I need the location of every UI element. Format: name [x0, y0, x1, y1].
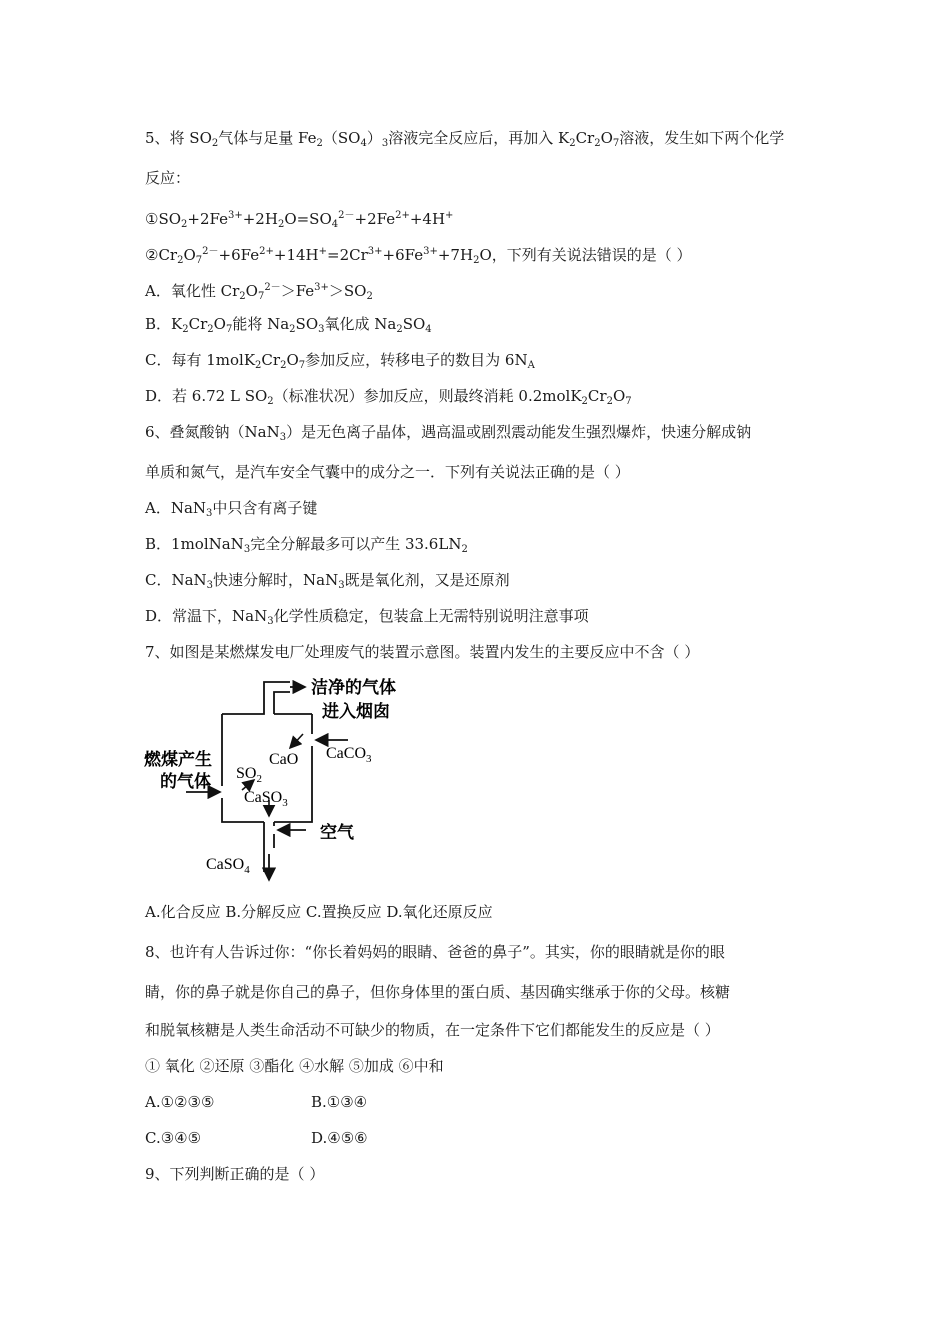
q9-stem: 9、下列判断正确的是（ ） [145, 1165, 325, 1183]
q8-stem-line1: 8、也许有人告诉过你：“你长着妈妈的眼睛、爸爸的鼻子”。其实，你的眼睛就是你的眼 [145, 943, 725, 961]
q5-option-d: D．若 6.72 L $SO_2$（标准状况）参加反应，则最终消耗 $0.2molK_2Cr_2O_7$ [145, 387, 632, 407]
q6-option-b: B．1molNaN$_3$完全分解最多可以产生 $33.6LN_2$ [145, 535, 468, 555]
q8-choices: ① 氧化 ②还原 ③酯化 ④水解 ⑤加成 ⑥中和 [145, 1057, 444, 1075]
q5-equation-2: $②Cr_2O_7^{2-}+6Fe^{2+}+14H^+=2Cr^{3+}+6Fe^{3+}+7H_2O$，下列有关说法错误的是（ ） [145, 246, 692, 266]
q5-stem-line2: 反应： [145, 169, 191, 187]
caso3-label: CaSO$_3$ [244, 789, 288, 809]
cao-label: CaO [269, 751, 299, 768]
q5-stem-line1: 5、将 $SO_2$气体与足量 $Fe_2(SO_4)_3$溶液完全反应后，再加入 $K_2Cr_2O_7$溶液，发生如下两个化学 [145, 129, 785, 149]
coal-gas-label-2: 的气体 [160, 772, 211, 792]
coal-gas-label-1: 燃煤产生 [144, 750, 212, 770]
cao-arrow [290, 734, 303, 748]
q8-stem-line2: 睛，你的鼻子就是你自己的鼻子，但你身体里的蛋白质、基因确实继承于你的父母。核糖 [145, 983, 731, 1001]
q8-option-d: D.④⑤⑥ [311, 1129, 368, 1147]
q7-options: A.化合反应 B.分解反应 C.置换反应 D.氧化还原反应 [145, 903, 493, 921]
q6-stem-line2: 单质和氮气，是汽车安全气囊中的成分之一．下列有关说法正确的是（ ） [145, 463, 630, 481]
caco3-label: CaCO$_3$ [326, 745, 372, 765]
q6-option-a: A．NaN$_3$中只含有离子键 [145, 499, 318, 519]
flue-gas-treatment-diagram [140, 676, 420, 886]
q6-option-c: C．NaN$_3$快速分解时，NaN$_3$既是氧化剂，又是还原剂 [145, 571, 510, 591]
q8-option-c: C.③④⑤ [145, 1129, 202, 1147]
q6-option-d: D．常温下，NaN$_3$化学性质稳定，包装盒上无需特别说明注意事项 [145, 607, 589, 627]
q8-stem-line3: 和脱氧核糖是人类生命活动不可缺少的物质，在一定条件下它们都能发生的反应是（ ） [145, 1021, 720, 1039]
q8-option-b: B.①③④ [311, 1093, 368, 1111]
q7-stem: 7、如图是某燃煤发电厂处理废气的装置示意图。装置内发生的主要反应中不含（ ） [145, 643, 700, 661]
so2-label: $SO_2$ [236, 765, 262, 785]
q5-option-b: B．$K_2Cr_2O_7$能将 $Na_2SO_3$氧化成 $Na_2SO_4$ [145, 315, 432, 335]
air-label: 空气 [320, 823, 354, 843]
caso4-label: CaSO$_4$ [206, 856, 250, 876]
q5-option-c: C．每有 $1molK_2Cr_2O_7$参加反应，转移电子的数目为 $6N_A$ [145, 351, 535, 371]
q6-stem-line1: 6、叠氮酸钠（NaN$_3$）是无色离子晶体，遇高温或剧烈震动能发生强烈爆炸，快速分解成钠 [145, 423, 752, 443]
q8-option-a: A.①②③⑤ [145, 1093, 215, 1111]
clean-gas-label-1: 洁净的气体 [311, 678, 396, 698]
q5-equation-1: $①SO_2+2Fe^{3+}+2H_2O=SO_4^{2-}+2Fe^{2+}+4H^+$ [145, 210, 454, 230]
clean-gas-label-2: 进入烟囱 [322, 702, 390, 722]
q5-option-a: A．氧化性 $Cr_2O_7^{2-}>Fe^{3+}>SO_2$ [145, 282, 373, 302]
